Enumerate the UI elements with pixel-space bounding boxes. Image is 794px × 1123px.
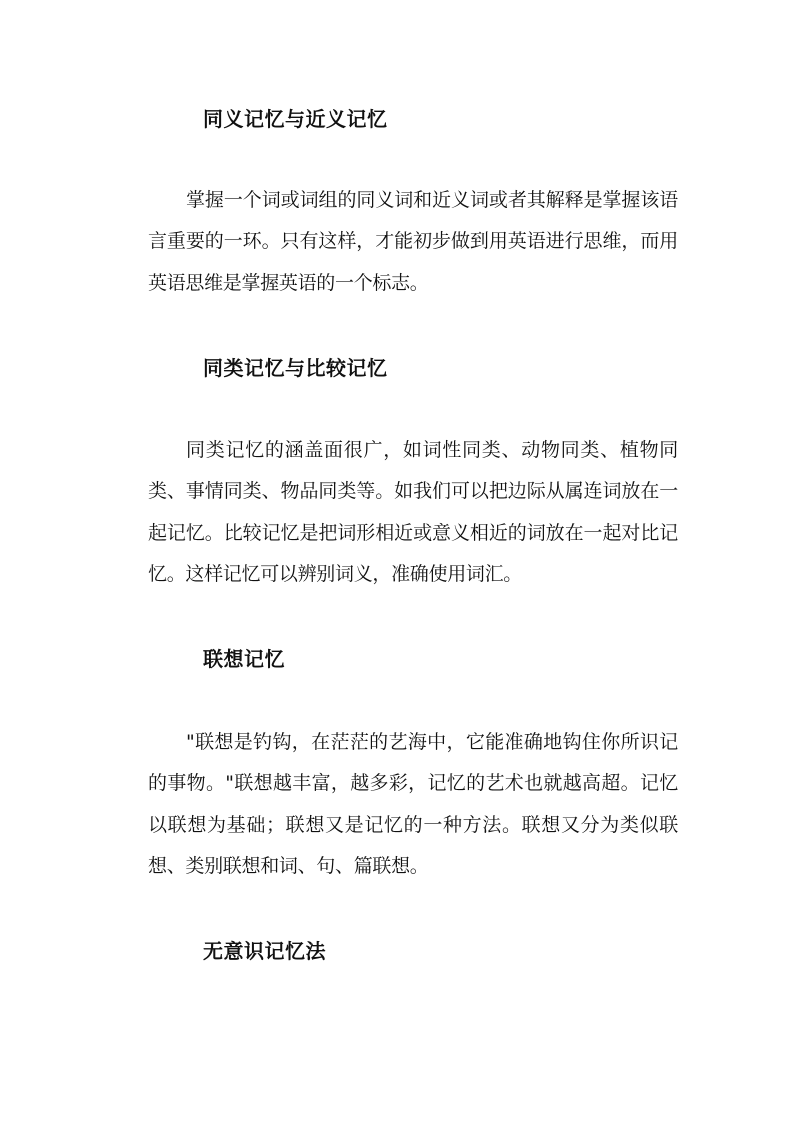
section-paragraph-category-memory: 同类记忆的涵盖面很广，如词性同类、动物同类、植物同类、事情同类、物品同类等。如我们可以把边际从属连词放在一起记忆。比较记忆是把词形相近或意义相近的词放在一起对比记忆。这样记忆可以辨别词义，准确使用词汇。 bbox=[148, 439, 678, 585]
section-paragraph-synonym-memory: 掌握一个词或词组的同义词和近义词或者其解释是掌握该语言重要的一环。只有这样，才能初步做到用英语进行思维，而用英语思维是掌握英语的一个标志。 bbox=[148, 189, 678, 294]
section-paragraph-association-memory: "联想是钓钩，在茫茫的艺海中，它能准确地钩住你所识记的事物。"联想越丰富，越多彩，记忆的艺术也就越高超。记忆以联想为基础；联想又是记忆的一种方法。联想又分为类似联想、类别联想和词、句、篇联想。 bbox=[148, 731, 678, 877]
section-heading-category-memory: 同类记忆与比较记忆 bbox=[203, 356, 388, 380]
section-heading-unconscious-memory: 无意识记忆法 bbox=[203, 939, 326, 963]
section-heading-synonym-memory: 同义记忆与近义记忆 bbox=[203, 107, 388, 131]
section-heading-association-memory: 联想记忆 bbox=[203, 647, 285, 671]
